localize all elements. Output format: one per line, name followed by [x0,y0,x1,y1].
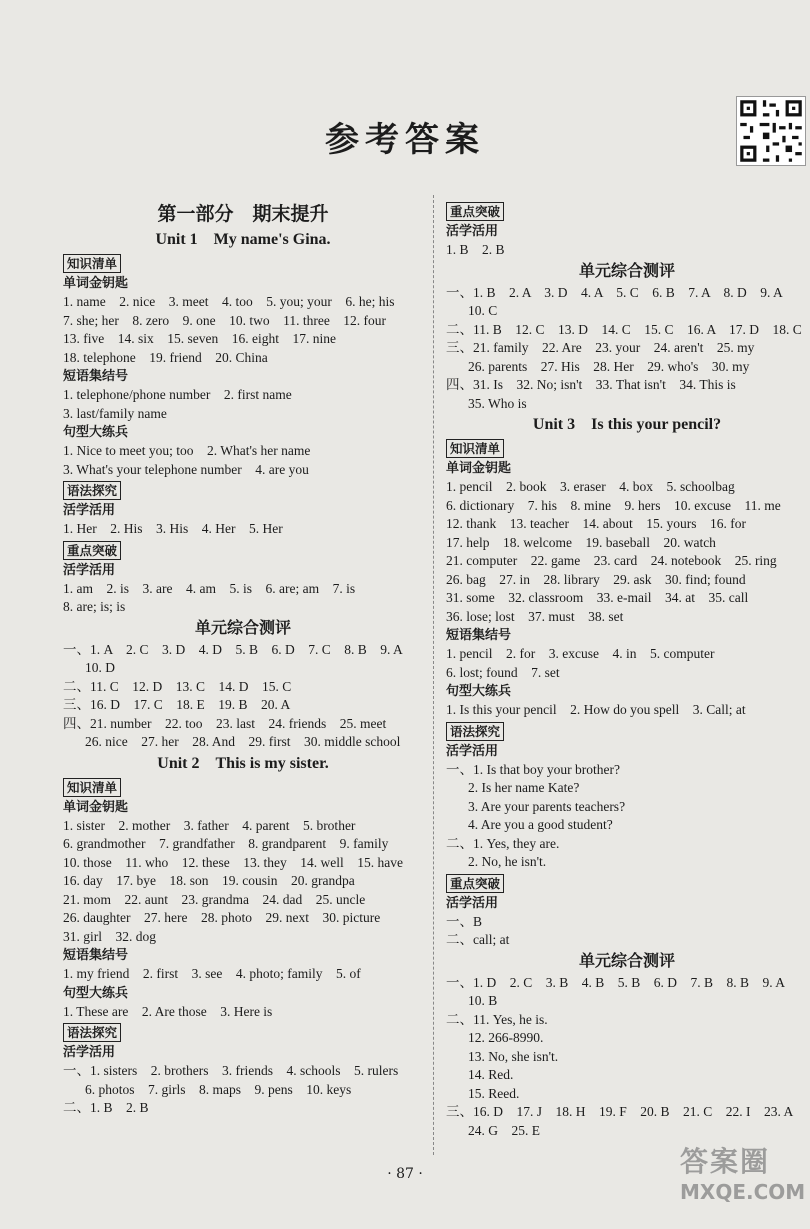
page-number: · 87 · [387,1166,423,1182]
sub-heading: 活学活用 [446,224,499,239]
answer-line: 三、16. D 17. J 18. H 19. F 20. B 21. C 22. I 23. A [446,1104,794,1119]
sub-heading: 活学活用 [63,503,116,518]
section-box-key-points: 重点突破 [63,541,121,560]
answer-line: 21. computer 22. game 23. card 24. notebook 25. ring [446,553,777,568]
right-column [446,200,808,1140]
sub-heading: 活学活用 [63,562,116,578]
watermark-logo [680,1140,808,1224]
answer-line: 13. five 14. six 15. seven 16. eight 17. nine [63,331,336,346]
answer-line: 7. she; her 8. zero 9. one 10. two 11. three 12. four [63,312,387,328]
answer-line: 6. photos 7. girls 8. maps 9. pens 10. keys [85,1081,352,1097]
sub-heading: 单词金钥匙 [63,276,129,291]
sub-heading: 活学活用 [446,743,499,759]
sub-heading: 活学活用 [63,1045,116,1060]
answer-line: 三、21. family 22. Are 23. your 24. aren't 25. my [446,340,755,355]
answer-line: 二、1. B 2. B [63,1100,149,1115]
sub-heading: 单词金钥匙 [446,461,512,476]
answer-line: 二、11. C 12. D 13. C 14. D 15. C [63,678,292,694]
sub-heading: 短语集结号 [446,628,512,643]
answer-line: 12. thank 13. teacher 14. about 15. yours 16. for [446,516,746,531]
answer-line: 17. help 18. welcome 19. baseball 20. watch [446,534,716,550]
answer-line: 一、B [446,913,483,929]
answer-line: 1. These are 2. Are those 3. Here is [63,1003,273,1019]
answer-line: 1. telephone/phone number 2. first name [63,387,292,402]
answer-line: 15. Reed. [468,1085,520,1101]
sub-heading: 单词金钥匙 [63,799,129,815]
answer-line: 3. last/family name [63,405,167,421]
section-box-grammar: 语法探究 [63,1023,121,1042]
column-divider [433,195,434,1155]
answer-line: 1. pencil 2. book 3. eraser 4. box 5. schoolbag [446,479,735,494]
sub-heading: 句型大练兵 [63,425,129,440]
part-title: 第一部分 期末提升 [157,203,329,225]
answer-line: 36. lose; lost 37. must 38. set [446,608,624,624]
answer-line: 14. Red. [468,1067,514,1082]
qr-code-icon [737,97,805,165]
answer-line: 四、21. number 22. too 23. last 24. friends 25. meet [63,715,387,731]
answer-line: 3. What's your telephone number 4. are you [63,461,309,477]
answer-line: 26. daughter 27. here 28. photo 29. next 30. picture [63,910,381,925]
answer-line: 6. grandmother 7. grandfather 8. grandparent 9. family [63,836,389,851]
answer-line: 一、1. A 2. C 3. D 4. D 5. B 6. D 7. C 8. B 9. A [63,641,403,657]
answer-line: 10. B [468,993,498,1008]
watermark-top-text: 答案圈 [680,1145,771,1178]
unit1-title: Unit 1 My name's Gina. [155,231,331,248]
section-box-knowledge: 知识清单 [63,254,121,273]
answer-line: 1. Is this your pencil 2. How do you spell 3. Call; at [446,702,746,717]
answer-line: 1. B 2. B [446,242,505,257]
answer-line: 35. Who is [468,395,527,411]
answer-line: 二、11. B 12. C 13. D 14. C 15. C 16. A 17. D 18. C [446,321,802,337]
answer-line: 26. bag 27. in 28. library 29. ask 30. find; found [446,571,746,587]
sub-heading: 句型大练兵 [446,684,512,699]
unit-test-title: 单元综合测评 [578,262,675,280]
answer-line: 一、1. B 2. A 3. D 4. A 5. C 6. B 7. A 8. D 9. A [446,284,783,300]
answer-line: 12. 266-8990. [468,1030,544,1045]
answer-line: 3. Are your parents teachers? [468,798,626,814]
answer-line: 6. lost; found 7. set [446,664,560,680]
section-box-knowledge: 知识清单 [446,439,504,458]
unit3-title: Unit 3 Is this your pencil? [532,416,722,433]
qr-code [736,96,806,166]
unit2-title: Unit 2 This is my sister. [157,754,329,772]
answer-line: 一、1. D 2. C 3. B 4. B 5. B 6. D 7. B 8. B 9. A [446,974,786,990]
answer-line: 10. those 11. who 12. these 13. they 14. well 15. have [63,854,403,870]
answer-line: 二、11. Yes, he is. [446,1011,548,1027]
answer-line: 1. am 2. is 3. are 4. am 5. is 6. are; am 7. is [63,580,356,596]
answer-line: 24. G 25. E [468,1122,540,1138]
answer-line: 二、1. Yes, they are. [446,835,560,851]
answer-line: 1. Her 2. His 3. His 4. Her 5. Her [63,521,283,536]
answer-line: 16. day 17. bye 18. son 19. cousin 20. grandpa [63,873,355,888]
sub-heading: 活学活用 [446,895,499,911]
answer-line: 一、1. Is that boy your brother? [446,761,620,777]
answer-line: 10. C [468,303,498,318]
section-box-grammar: 语法探究 [63,481,121,500]
answer-line: 2. Is her name Kate? [468,780,580,795]
answer-line: 1. sister 2. mother 3. father 4. parent 5. brother [63,817,356,833]
answer-line: 4. Are you a good student? [468,817,613,832]
answer-line: 1. my friend 2. first 3. see 4. photo; family 5. of [63,966,361,981]
answer-line: 1. name 2. nice 3. meet 4. too 5. you; your 6. he; his [63,294,395,309]
page-title: 参考答案 [325,120,485,160]
answer-line: 26. nice 27. her 28. And 29. first 30. middle school [85,734,401,749]
left-column [63,200,423,1118]
answer-line: 10. D [85,660,115,675]
answer-line: 13. No, she isn't. [468,1048,559,1064]
section-box-key-points: 重点突破 [446,202,504,221]
answer-line: 三、16. D 17. C 18. E 19. B 20. A [63,697,291,712]
answer-line: 1. Nice to meet you; too 2. What's her name [63,443,311,458]
unit-test-title: 单元综合测评 [578,952,675,970]
answer-line: 2. No, he isn't. [468,854,547,869]
section-box-key-points: 重点突破 [446,874,504,893]
answer-line: 31. girl 32. dog [63,928,156,944]
section-box-knowledge: 知识清单 [63,778,121,797]
answer-line: 8. are; is; is [63,599,126,614]
answer-line: 26. parents 27. His 28. Her 29. who's 30. my [468,358,750,374]
answer-line: 四、31. Is 32. No; isn't 33. That isn't 34. This is [446,377,736,392]
answer-line: 18. telephone 19. friend 20. China [63,349,268,365]
sub-heading: 短语集结号 [63,369,129,384]
watermark-bottom-text: MXQE.COM [680,1180,806,1204]
sub-heading: 短语集结号 [63,948,129,963]
section-box-grammar: 语法探究 [446,722,504,741]
answer-line: 1. pencil 2. for 3. excuse 4. in 5. computer [446,646,715,661]
sub-heading: 句型大练兵 [63,985,129,1001]
unit-test-title: 单元综合测评 [194,619,291,637]
answer-line: 31. some 32. classroom 33. e-mail 34. at 35. call [446,590,749,605]
answer-line: 一、1. sisters 2. brothers 3. friends 4. schools 5. rulers [63,1063,399,1078]
answer-line: 21. mom 22. aunt 23. grandma 24. dad 25. uncle [63,891,366,907]
answer-line: 二、call; at [446,932,510,947]
answer-line: 6. dictionary 7. his 8. mine 9. hers 10. excuse 11. me [446,497,781,513]
